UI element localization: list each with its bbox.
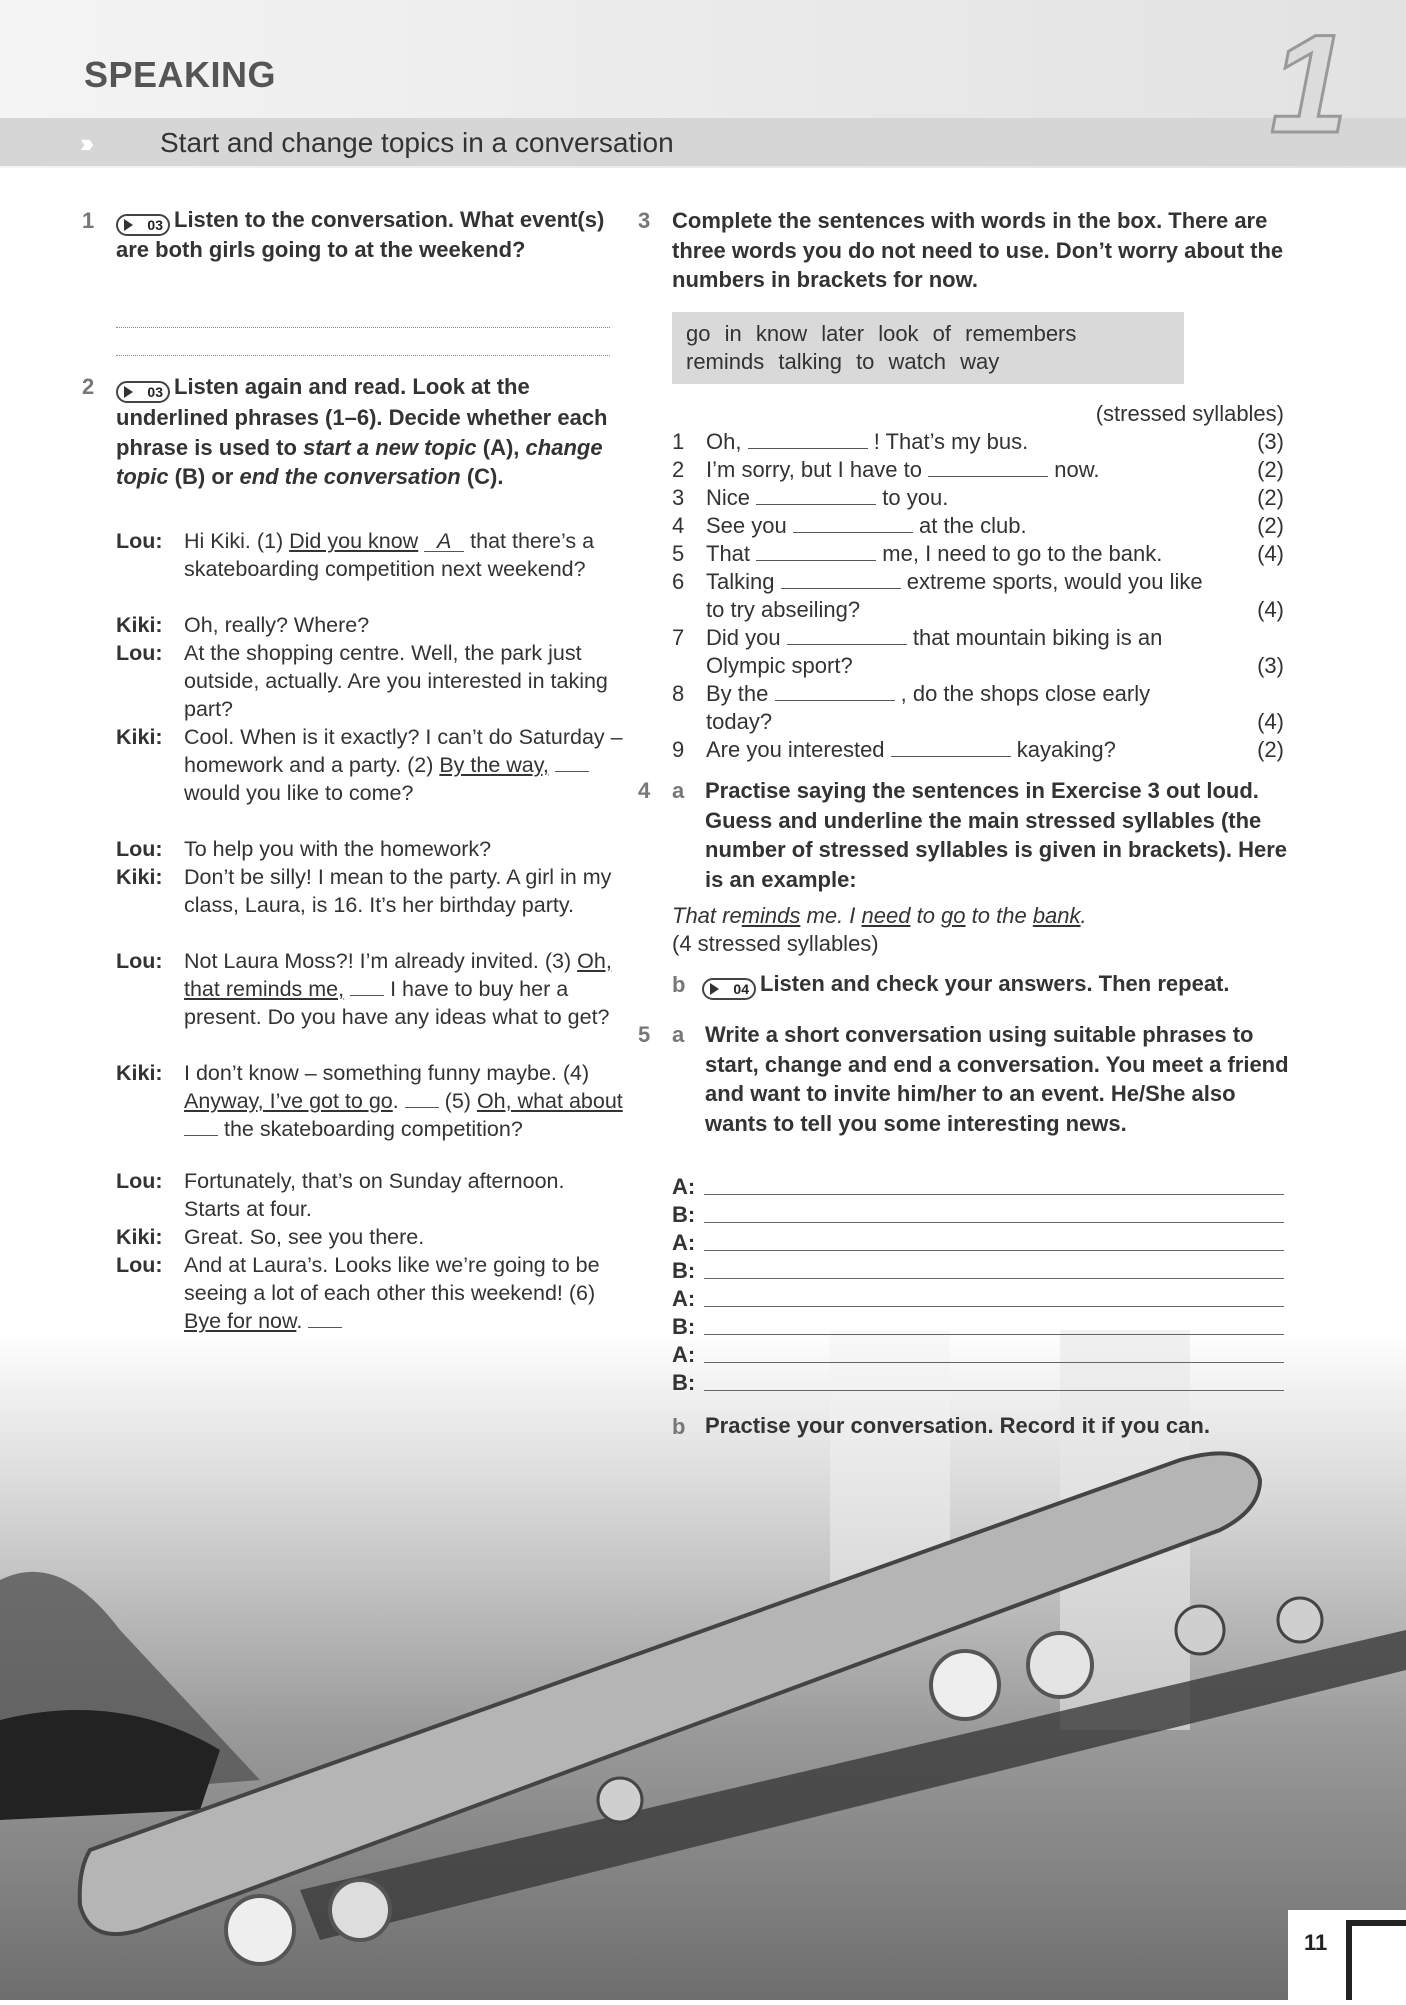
conversation-line[interactable]: A: [672,1342,1284,1370]
exercise-4b-label: b [672,972,686,997]
page-header [0,0,1406,168]
dialogue: Lou: Hi Kiki. (1) Did you know A that there’s a skateboarding competition next weekend? Kiki: Oh, really? Where? Lou: At the shopping centre. Well, the park just outside, actually. Are you interested in taking part? Kiki: Cool. When is it exactly? I can’t do Saturday – homework and a party. (2) By the way, would you like to come? Lou: To help you with the homework? Kiki: Don’t be silly! I mean to the party. A girl in my class, Laura, is 16. It’s her birthday party. Lou: Not Laura Moss?! I’m already invited. (3) Oh, that reminds me, I have to buy her a present. Do you have any ideas what to get? Kiki: I don’t know – something funny maybe. (4) Anyway, I’ve got to go. (5) Oh, what about the skateboarding competition? Lou: Fortunately, that’s on Sunday afternoon. Starts at four. Kiki: Great. So, see you there. Lou: And at Laura’s. Looks like we’re going to be seeing a lot of each other this weekend! (6) Bye for now. [116,529,623,1333]
audio-play-icon[interactable]: 03 [116,381,170,403]
exercise-5b-instruction: Practise your conversation. Record it if you can. [705,1413,1210,1438]
sentence-7: 7 Did you that mountain biking is an Olympic sport? (3) [672,625,1284,678]
exercise-2-number: 2 [82,374,95,399]
exercise-2-instruction: 03 Listen again and read. Look at the underlined phrases (1–6). Decide whether each phrase is used to start a new topic (A), change topic (B) or end the conversation (C). [116,374,608,489]
stress-example-note: (4 stressed syllables) [672,931,879,956]
answer-blank[interactable] [405,1087,439,1108]
exercise-4a-instruction: Practise saying the sentences in Exercise 3 out loud. Guess and underline the main stressed syllables (the number of stressed syllables is given in brackets). Here is an example: [705,778,1288,892]
conversation-line[interactable]: A: [672,1230,1284,1258]
exercise-1-number: 1 [82,208,95,233]
audio-play-icon[interactable]: 03 [116,214,170,236]
page-number: 11 [1304,1930,1328,1955]
sentence-6: 6 Talking extreme sports, would you like to try abseiling? (4) [672,569,1284,622]
conversation-line[interactable]: B: [672,1370,1284,1398]
answer-blank[interactable] [787,624,907,645]
exercise-4a-label: a [672,778,685,803]
answer-blank[interactable] [308,1307,342,1328]
conversation-line[interactable]: B: [672,1202,1284,1230]
stressed-syllables-header: (stressed syllables) [1095,401,1284,426]
conversation-line[interactable]: B: [672,1258,1284,1286]
conversation-line[interactable]: A: [672,1174,1284,1202]
exercise-5b-label: b [672,1414,686,1439]
stress-example: That reminds me. I need to go to the bank. [672,903,1087,928]
page-number-tab [1288,1910,1406,2000]
answer-blank[interactable] [928,456,1048,477]
exercise-1-instruction: 03 Listen to the conversation. What event(s) are both girls going to at the weekend? [116,207,605,262]
answer-blank[interactable] [781,568,901,589]
answer-blank[interactable] [756,484,876,505]
arrows-icon: ››› [80,128,88,158]
exercise-4b-instruction: 04 Listen and check your answers. Then repeat. [702,970,1302,1000]
unit-number: 1 [1270,5,1348,162]
corner-decoration [1346,1920,1406,2000]
exercise-4-number: 4 [638,778,651,803]
exercise-5a-instruction: Write a short conversation using suitable phrases to start, change and end a conversation. You meet a friend and want to invite him/her to an event. He/She also wants to tell you some interesting news. [705,1022,1289,1136]
answer-line[interactable] [116,354,610,356]
answer-blank[interactable] [555,751,589,772]
conversation-line[interactable]: A: [672,1286,1284,1314]
word-box: go in know later look of remembers reminds talking to watch way [672,312,1184,384]
answer-blank[interactable] [793,512,913,533]
answer-blank[interactable] [756,540,876,561]
answer-blank[interactable] [775,680,895,701]
conversation-line[interactable]: B: [672,1314,1284,1342]
answer-blank[interactable] [350,975,384,996]
exercise-5-number: 5 [638,1022,651,1047]
sentence-8: 8 By the , do the shops close early today? (4) [672,681,1284,734]
exercise-3-instruction: Complete the sentences with words in the box. There are three words you do not need to use. Don’t worry about the numbers in brackets for now. [672,208,1284,292]
audio-play-icon[interactable]: 04 [702,978,756,1000]
answer-blank[interactable] [891,736,1011,757]
answer-blank[interactable] [184,1115,218,1136]
exercise-5a-label: a [672,1022,685,1047]
answer-line[interactable] [116,326,610,328]
exercise-3-number: 3 [638,208,651,233]
answer-blank[interactable] [748,428,868,449]
section-title: SPEAKING [84,54,277,95]
lesson-subtitle: Start and change topics in a conversation [160,127,674,158]
